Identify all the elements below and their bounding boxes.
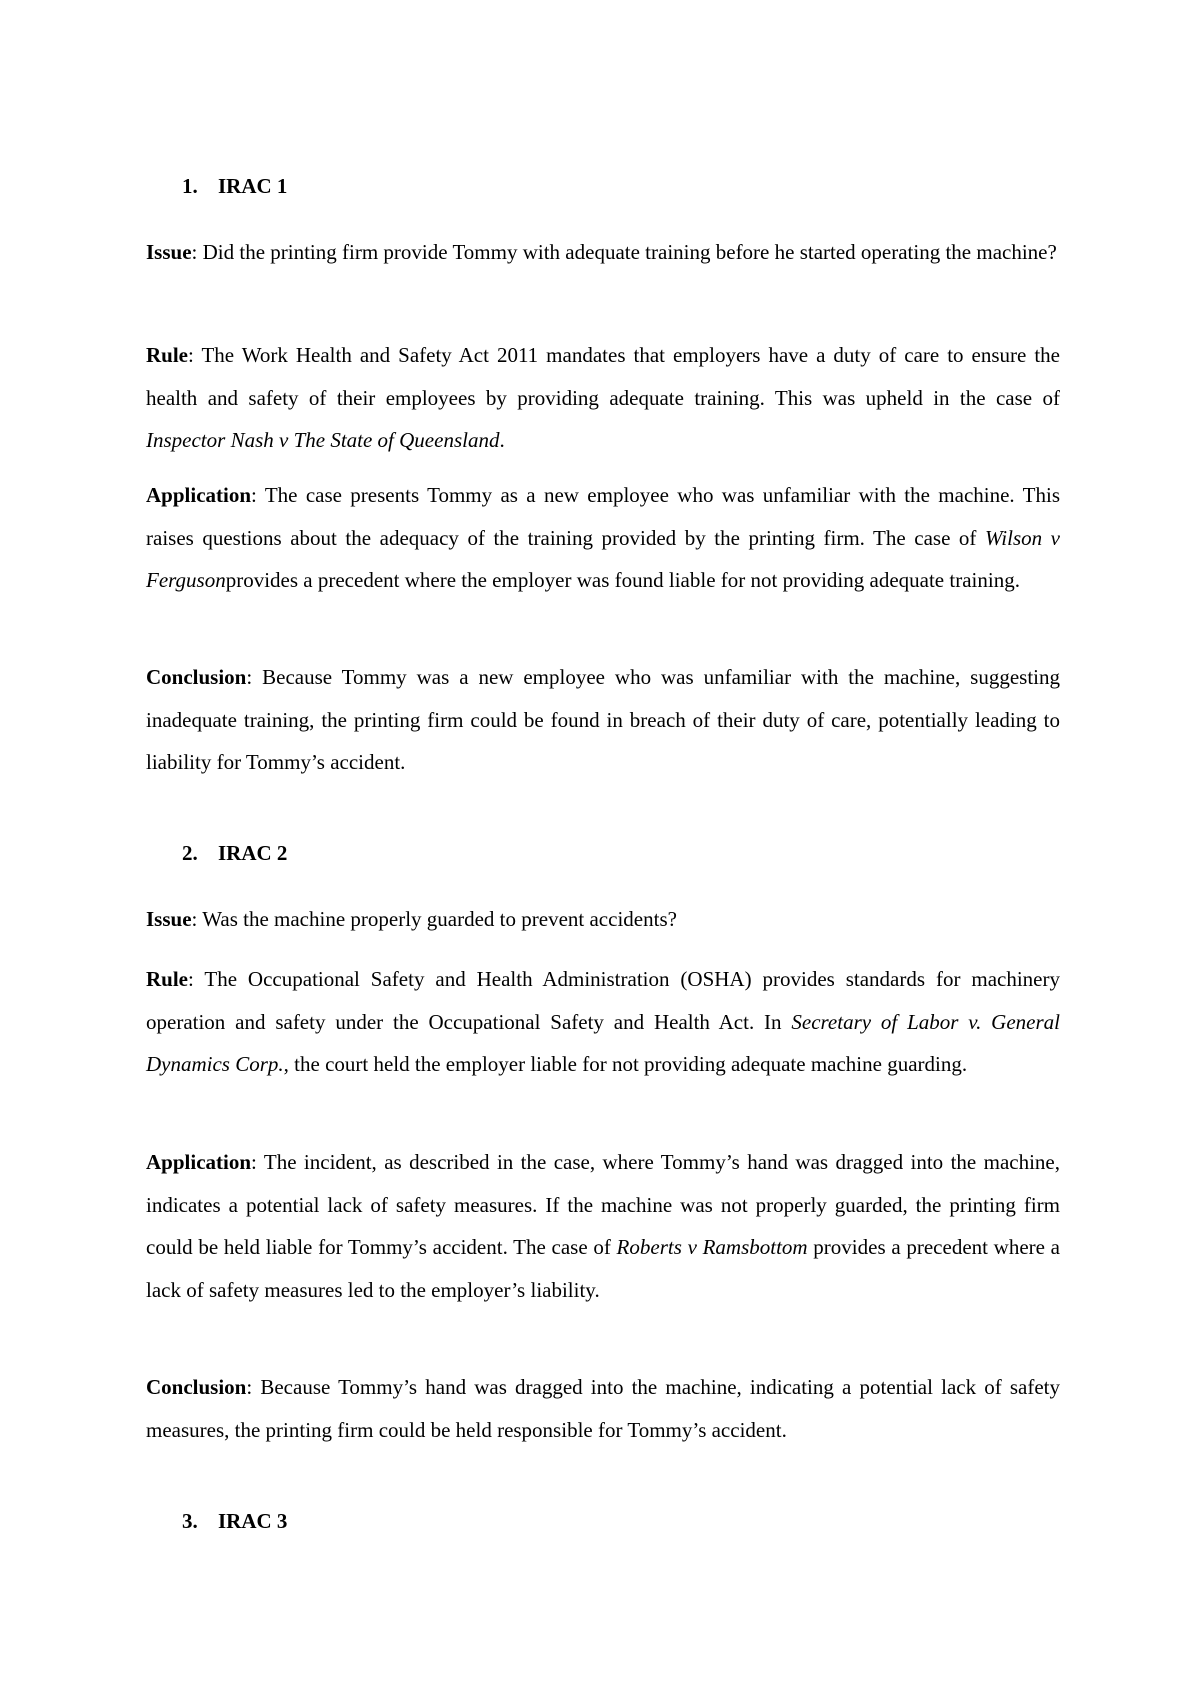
section-heading-irac-2 <box>182 838 287 868</box>
application-paragraph-1 <box>146 474 1060 602</box>
issue-paragraph-2 <box>146 898 1060 941</box>
section-heading-irac-3 <box>182 1506 287 1536</box>
section-title: IRAC 3 <box>218 1509 288 1533</box>
conclusion-text: : Because Tommy’s hand was dragged into the machine, indicating a potential lack of safety measures, the printing firm could be held responsible for Tommy’s accident. <box>146 1375 1060 1442</box>
section-heading-irac-1 <box>182 171 287 201</box>
rule-text-end: . <box>499 428 505 452</box>
case-citation: Wilson v Ferguson <box>146 525 1061 592</box>
rule-text-end: , the court held the employer liable for not providing adequate machine guarding. <box>283 1052 968 1076</box>
issue-text: : Was the machine properly guarded to prevent accidents? <box>191 907 677 931</box>
issue-text: : Did the printing firm provide Tommy with adequate training before he started operating the machine? <box>191 240 1057 264</box>
application-paragraph-2 <box>146 1141 1060 1311</box>
rule-text: : The Occupational Safety and Health Administration (OSHA) provides standards for machinery operation and safety under the Occupational Safety and Health Act. In <box>146 967 1060 1034</box>
application-text: : The incident, as described in the case, where Tommy’s hand was dragged into the machine, indicates a potential lack of safety measures. If the machine was not properly guarded, the printing firm could be held liable for Tommy’s accident. The case of <box>146 1150 1060 1259</box>
conclusion-paragraph-1 <box>146 656 1060 784</box>
conclusion-label: Conclusion <box>146 665 247 689</box>
conclusion-text: : Because Tommy was a new employee who was unfamiliar with the machine, suggesting inadequate training, the printing firm could be found in breach of their duty of care, potentially leading to liability for Tommy’s accident. <box>146 665 1060 774</box>
issue-label: Issue <box>146 240 192 264</box>
case-citation: Inspector Nash v The State of Queensland <box>146 428 500 452</box>
section-number: 2. <box>182 841 198 865</box>
issue-label: Issue <box>146 907 192 931</box>
rule-label: Rule <box>146 967 188 991</box>
rule-label: Rule <box>146 343 188 367</box>
issue-paragraph-1 <box>146 231 1060 274</box>
application-text-end: provides a precedent where the employer was found liable for not providing adequate training. <box>225 568 1020 592</box>
conclusion-label: Conclusion <box>146 1375 247 1399</box>
rule-paragraph-2 <box>146 958 1060 1086</box>
rule-paragraph-1 <box>146 334 1060 462</box>
application-label: Application <box>146 483 252 507</box>
conclusion-paragraph-2 <box>146 1366 1060 1451</box>
rule-text: : The Work Health and Safety Act 2011 mandates that employers have a duty of care to ensure the health and safety of their employees by providing adequate training. This was upheld in the case of <box>146 343 1060 410</box>
application-label: Application <box>146 1150 252 1174</box>
case-citation: Secretary of Labor v. General Dynamics Corp. <box>146 1009 1060 1076</box>
case-citation: Roberts v Ramsbottom <box>616 1235 808 1259</box>
section-title: IRAC 2 <box>218 841 288 865</box>
application-text-end: provides a precedent where a lack of safety measures led to the employer’s liability. <box>146 1235 1060 1302</box>
section-number: 1. <box>182 174 198 198</box>
section-number: 3. <box>182 1509 198 1533</box>
section-title: IRAC 1 <box>218 174 288 198</box>
application-text: : The case presents Tommy as a new employee who was unfamiliar with the machine. This raises questions about the adequacy of the training provided by the printing firm. The case of <box>146 483 1060 550</box>
